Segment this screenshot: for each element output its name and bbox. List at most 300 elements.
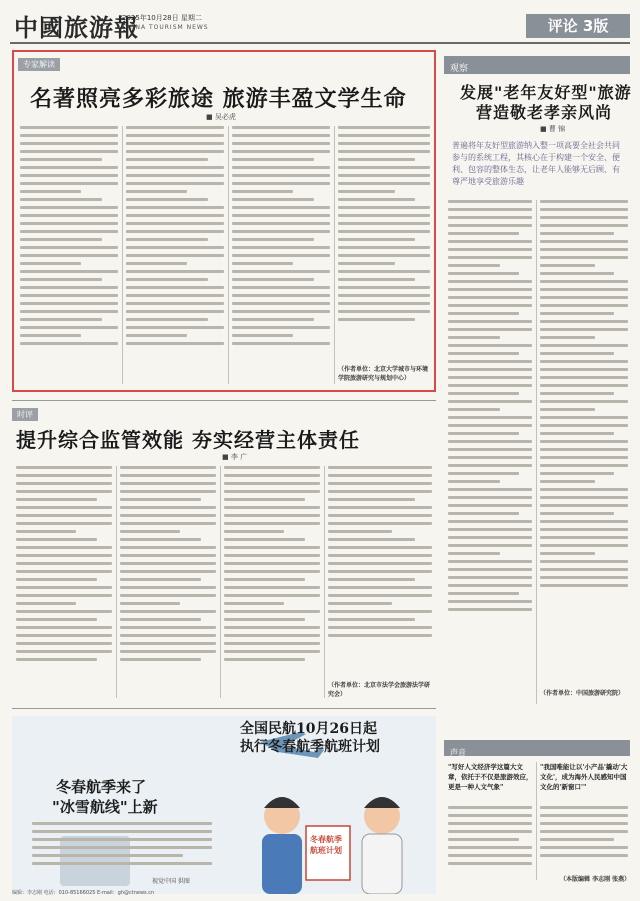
body-text-line — [448, 528, 532, 531]
body-text-line — [16, 586, 112, 589]
body-text-line — [120, 474, 216, 477]
body-text-line — [16, 562, 112, 565]
body-text-line — [338, 190, 395, 193]
body-text-line — [126, 126, 224, 129]
shiping-author-unit: （作者单位：北京市法学会旅游法学研究会） — [328, 682, 431, 698]
body-text-line — [448, 448, 532, 451]
body-text-line — [232, 214, 330, 217]
body-text-line — [16, 658, 97, 661]
body-text-line — [540, 336, 595, 339]
body-text-line — [20, 142, 118, 145]
body-text-line — [448, 368, 532, 371]
body-text-line — [16, 538, 97, 541]
body-text-line — [448, 504, 532, 507]
issue-date: 2025年10月28日 星期二 — [122, 14, 202, 22]
body-text-line — [120, 482, 216, 485]
body-text-line — [232, 294, 330, 297]
newspaper-logo: 中國旅游報 — [14, 13, 139, 42]
body-text-line — [126, 198, 208, 201]
body-text-line — [232, 182, 330, 185]
column-divider — [116, 466, 117, 698]
body-text-line — [338, 302, 430, 305]
body-text-line — [338, 230, 430, 233]
feature-text-col-3 — [232, 126, 330, 384]
body-text-line — [232, 326, 330, 329]
body-text-line — [540, 806, 628, 809]
body-text-line — [224, 546, 320, 549]
body-text-line — [328, 522, 432, 525]
body-text-line — [232, 254, 330, 257]
body-text-line — [120, 610, 216, 613]
body-text-line — [232, 262, 293, 265]
feature-text-col-4 — [338, 126, 430, 360]
body-text-line — [16, 634, 112, 637]
body-text-line — [224, 474, 320, 477]
body-text-line — [126, 190, 187, 193]
body-text-line — [120, 586, 216, 589]
body-text-line — [232, 158, 314, 161]
body-text-line — [338, 238, 415, 241]
body-text-line — [540, 584, 628, 587]
body-text-line — [448, 336, 500, 339]
body-text-line — [338, 318, 415, 321]
body-text-line — [448, 304, 532, 307]
body-text-line — [338, 174, 430, 177]
column-divider — [228, 126, 229, 384]
body-text-line — [232, 310, 330, 313]
body-text-line — [126, 182, 224, 185]
body-text-line — [328, 498, 415, 501]
body-text-line — [16, 578, 97, 581]
column-divider — [324, 466, 325, 698]
character-right — [362, 797, 402, 894]
body-text-line — [32, 846, 212, 849]
body-text-line — [126, 222, 224, 225]
body-text-line — [448, 344, 532, 347]
body-text-line — [448, 552, 500, 555]
voices-quote-right[interactable]: "我国唯能让以'小产品'撬动'大文化'，成为海外人民感知中国文化的'新窗口'" — [540, 763, 628, 791]
body-text-line — [448, 408, 500, 411]
body-text-line — [32, 830, 212, 833]
body-text-line — [232, 302, 330, 305]
body-text-line — [540, 408, 595, 411]
body-text-line — [328, 594, 432, 597]
feature-text-col-2 — [126, 126, 224, 384]
body-text-line — [540, 328, 628, 331]
body-text-line — [328, 610, 432, 613]
body-text-line — [328, 490, 432, 493]
body-text-line — [328, 634, 432, 637]
body-text-line — [448, 854, 532, 857]
body-text-line — [448, 536, 532, 539]
illustration-headline-1: 全国民航10月26日起 — [240, 721, 377, 737]
body-text-line — [232, 222, 330, 225]
body-text-line — [20, 174, 118, 177]
body-text-line — [20, 342, 118, 345]
body-text-line — [540, 544, 628, 547]
body-text-line — [540, 272, 614, 275]
body-text-line — [448, 360, 532, 363]
body-text-line — [224, 498, 305, 501]
body-text-line — [540, 536, 628, 539]
column-divider — [220, 466, 221, 698]
body-text-line — [20, 302, 118, 305]
body-text-line — [20, 254, 118, 257]
body-text-line — [16, 610, 112, 613]
photo-credit: 视觉中国 供图 — [152, 878, 190, 885]
body-text-line — [338, 310, 430, 313]
shiping-headline[interactable]: 提升综合监管效能 夯实经营主体责任 — [16, 428, 360, 452]
body-text-line — [120, 514, 216, 517]
body-text-line — [16, 546, 112, 549]
shiping-text-col-4 — [328, 466, 432, 674]
body-text-line — [328, 618, 415, 621]
body-text-line — [540, 368, 628, 371]
body-text-line — [338, 278, 415, 281]
body-text-line — [338, 198, 415, 201]
feature-tag: 专家解读 — [18, 58, 60, 71]
body-text-line — [232, 166, 330, 169]
body-text-line — [448, 822, 532, 825]
body-text-line — [126, 214, 224, 217]
body-text-line — [232, 246, 330, 249]
voices-text-right — [540, 806, 628, 870]
feature-author: ■ 吴必虎 — [206, 113, 236, 121]
body-text-line — [224, 610, 320, 613]
body-text-line — [224, 506, 320, 509]
voices-tag: 声音 — [450, 748, 466, 757]
illustration-headline-2: 执行冬春航季航班计划 — [240, 739, 380, 755]
body-text-line — [448, 584, 532, 587]
body-text-line — [224, 482, 320, 485]
body-text-line — [126, 310, 224, 313]
body-text-line — [32, 822, 212, 825]
body-text-line — [16, 570, 112, 573]
body-text-line — [448, 416, 532, 419]
body-text-line — [448, 520, 532, 523]
masthead-subtitle: CHINA TOURISM NEWS — [122, 24, 209, 31]
body-text-line — [448, 288, 532, 291]
body-text-line — [224, 594, 320, 597]
observe-headline-1[interactable]: 发展"老年友好型"旅游 — [460, 83, 632, 102]
body-text-line — [448, 320, 532, 323]
body-text-line — [540, 488, 628, 491]
body-text-line — [126, 230, 224, 233]
body-text-line — [448, 200, 532, 203]
body-text-line — [232, 142, 330, 145]
feature-headline[interactable]: 名著照亮多彩旅途 旅游丰盈文学生命 — [30, 86, 407, 112]
body-text-line — [540, 248, 628, 251]
body-text-line — [20, 166, 118, 169]
body-text-line — [540, 846, 628, 849]
body-text-line — [540, 838, 614, 841]
body-text-line — [448, 328, 532, 331]
body-text-line — [448, 464, 532, 467]
body-text-line — [120, 498, 201, 501]
body-text-line — [540, 560, 628, 563]
body-text-line — [328, 602, 392, 605]
body-text-line — [540, 384, 628, 387]
body-text-line — [448, 216, 532, 219]
body-text-line — [16, 602, 76, 605]
body-text-line — [126, 334, 187, 337]
editor-credit: （本版编辑 李志刚 张燕） — [560, 876, 631, 883]
body-text-line — [120, 618, 201, 621]
illustration-caption-title: 冬春航季来了 — [56, 778, 147, 796]
body-text-line — [20, 278, 102, 281]
body-text-line — [20, 190, 81, 193]
body-text-line — [328, 570, 432, 573]
body-text-line — [448, 392, 519, 395]
body-text-line — [20, 230, 118, 233]
body-text-line — [232, 334, 293, 337]
body-text-line — [16, 618, 97, 621]
body-text-line — [16, 482, 112, 485]
body-text-line — [448, 312, 519, 315]
body-text-line — [126, 166, 224, 169]
body-text-line — [126, 206, 224, 209]
body-text-line — [20, 150, 118, 153]
body-text-line — [540, 256, 628, 259]
illustration-caption-subtitle: "冰雪航线"上新 — [52, 798, 158, 816]
body-text-line — [540, 480, 595, 483]
shiping-text-col-2 — [120, 466, 216, 698]
body-text-line — [448, 224, 532, 227]
body-text-line — [224, 490, 320, 493]
body-text-line — [126, 326, 224, 329]
body-text-line — [20, 238, 102, 241]
body-text-line — [120, 522, 216, 525]
column-divider — [122, 126, 123, 384]
body-text-line — [120, 578, 201, 581]
body-text-line — [120, 562, 216, 565]
body-text-line — [540, 288, 628, 291]
body-text-line — [120, 570, 216, 573]
body-text-line — [232, 286, 330, 289]
voices-quote-left[interactable]: "写好人文经济学这篇大文章，依托于不仅是旅游效应，更是一种人文气象" — [448, 763, 533, 791]
body-text-line — [232, 278, 314, 281]
column-divider — [536, 200, 537, 704]
masthead-rule — [10, 42, 630, 44]
body-text-line — [540, 504, 628, 507]
body-text-line — [540, 512, 614, 515]
shiping-author: ■ 李 广 — [222, 453, 248, 461]
body-text-line — [448, 608, 532, 611]
body-text-line — [448, 600, 532, 603]
observe-summary: 普遍将年友好型旅游纳入整一项高要全社会共同参与的系统工程，其核心在于构建一个安全、便利、包容的整体生态，让老年人能够无后顾、有尊严地享受旅游乐趣 — [452, 141, 620, 186]
body-text-line — [232, 134, 330, 137]
body-text-line — [232, 238, 314, 241]
shiping-text-col-1 — [16, 466, 112, 698]
body-text-line — [20, 222, 118, 225]
body-text-line — [328, 530, 392, 533]
body-text-line — [16, 522, 112, 525]
body-text-line — [448, 248, 532, 251]
body-text-line — [224, 602, 284, 605]
body-text-line — [448, 400, 532, 403]
body-text-line — [448, 544, 532, 547]
body-text-line — [224, 650, 320, 653]
body-text-line — [120, 506, 216, 509]
flight-plan-sign-text: 冬春航季航班计划 — [310, 834, 342, 855]
body-text-line — [224, 642, 320, 645]
body-text-line — [448, 352, 519, 355]
body-text-line — [338, 214, 430, 217]
body-text-line — [540, 216, 628, 219]
body-text-line — [20, 318, 102, 321]
shiping-tag: 时评 — [12, 408, 38, 421]
body-text-line — [328, 482, 432, 485]
body-text-line — [448, 838, 519, 841]
body-text-line — [448, 560, 532, 563]
body-text-line — [540, 296, 628, 299]
body-text-line — [540, 200, 628, 203]
body-text-line — [126, 318, 208, 321]
body-text-line — [224, 466, 320, 469]
body-text-line — [540, 496, 628, 499]
body-text-line — [540, 360, 628, 363]
body-text-line — [448, 272, 519, 275]
body-text-line — [224, 562, 320, 565]
body-text-line — [540, 240, 628, 243]
body-text-line — [232, 342, 330, 345]
body-text-line — [328, 506, 432, 509]
body-text-line — [126, 286, 224, 289]
body-text-line — [540, 264, 595, 267]
body-text-line — [120, 594, 216, 597]
body-text-line — [120, 602, 180, 605]
body-text-line — [20, 198, 102, 201]
body-text-line — [338, 254, 430, 257]
body-text-line — [20, 262, 81, 265]
body-text-line — [224, 586, 320, 589]
body-text-line — [126, 254, 224, 257]
body-text-line — [20, 334, 81, 337]
body-text-line — [540, 814, 628, 817]
body-text-line — [338, 134, 430, 137]
body-text-line — [224, 538, 305, 541]
body-text-line — [540, 528, 628, 531]
body-text-line — [338, 126, 430, 129]
body-text-line — [448, 496, 532, 499]
body-text-line — [448, 424, 532, 427]
body-text-line — [32, 838, 212, 841]
body-text-line — [448, 208, 532, 211]
body-text-line — [540, 320, 628, 323]
body-text-line — [540, 232, 614, 235]
body-text-line — [540, 312, 614, 315]
winter-spring-flight-illustration[interactable] — [12, 716, 436, 894]
body-text-line — [120, 650, 216, 653]
body-text-line — [448, 480, 500, 483]
voices-text-left — [448, 806, 532, 880]
observe-author-unit: （作者单位：中国旅游研究院） — [540, 690, 625, 697]
body-text-line — [338, 270, 430, 273]
body-text-line — [120, 554, 216, 557]
voices-header — [444, 740, 630, 756]
column-divider — [536, 762, 537, 880]
body-text-line — [20, 214, 118, 217]
observe-headline-2[interactable]: 营造敬老孝亲风尚 — [476, 103, 613, 122]
body-text-line — [338, 246, 430, 249]
body-text-line — [540, 224, 628, 227]
body-text-line — [448, 384, 532, 387]
body-text-line — [120, 642, 216, 645]
body-text-line — [16, 626, 112, 629]
body-text-line — [338, 166, 430, 169]
body-text-line — [120, 658, 201, 661]
body-text-line — [540, 552, 595, 555]
observe-tag: 观察 — [450, 64, 469, 74]
body-text-line — [338, 294, 430, 297]
body-text-line — [448, 568, 532, 571]
body-text-line — [328, 586, 432, 589]
body-text-line — [120, 466, 216, 469]
body-text-line — [120, 530, 180, 533]
body-text-line — [126, 294, 224, 297]
body-text-line — [448, 862, 532, 865]
section-divider — [12, 400, 436, 401]
body-text-line — [338, 286, 430, 289]
body-text-line — [232, 318, 314, 321]
body-text-line — [448, 806, 532, 809]
page-footer: 编辑：李志刚 电话：010-85166025 E-mail：gh@ctnews.cn — [12, 890, 155, 896]
body-text-line — [448, 432, 519, 435]
body-text-line — [540, 822, 628, 825]
body-text-line — [16, 506, 112, 509]
body-text-line — [338, 262, 395, 265]
body-text-line — [338, 206, 430, 209]
body-text-line — [16, 650, 112, 653]
body-text-line — [448, 846, 532, 849]
body-text-line — [540, 520, 628, 523]
character-left — [262, 797, 302, 894]
body-text-line — [540, 392, 614, 395]
body-text-line — [540, 854, 628, 857]
body-text-line — [126, 302, 224, 305]
body-text-line — [328, 466, 432, 469]
body-text-line — [448, 264, 500, 267]
body-text-line — [540, 344, 628, 347]
body-text-line — [126, 262, 187, 265]
body-text-line — [540, 416, 628, 419]
body-text-line — [448, 376, 532, 379]
body-text-line — [540, 576, 628, 579]
body-text-line — [224, 522, 320, 525]
body-text-line — [328, 578, 415, 581]
body-text-line — [448, 280, 532, 283]
body-text-line — [328, 626, 432, 629]
column-divider — [334, 126, 335, 384]
body-text-line — [20, 206, 118, 209]
body-text-line — [120, 490, 216, 493]
body-text-line — [448, 488, 532, 491]
body-text-line — [540, 448, 628, 451]
body-text-line — [120, 538, 201, 541]
body-text-line — [540, 424, 628, 427]
body-text-line — [126, 134, 224, 137]
body-text-line — [540, 440, 628, 443]
observe-text-col-1 — [448, 200, 532, 704]
body-text-line — [120, 626, 216, 629]
body-text-line — [126, 150, 224, 153]
body-text-line — [16, 490, 112, 493]
body-text-line — [540, 352, 614, 355]
body-text-line — [16, 514, 112, 517]
body-text-line — [448, 830, 532, 833]
body-text-line — [232, 126, 330, 129]
body-text-line — [448, 814, 532, 817]
